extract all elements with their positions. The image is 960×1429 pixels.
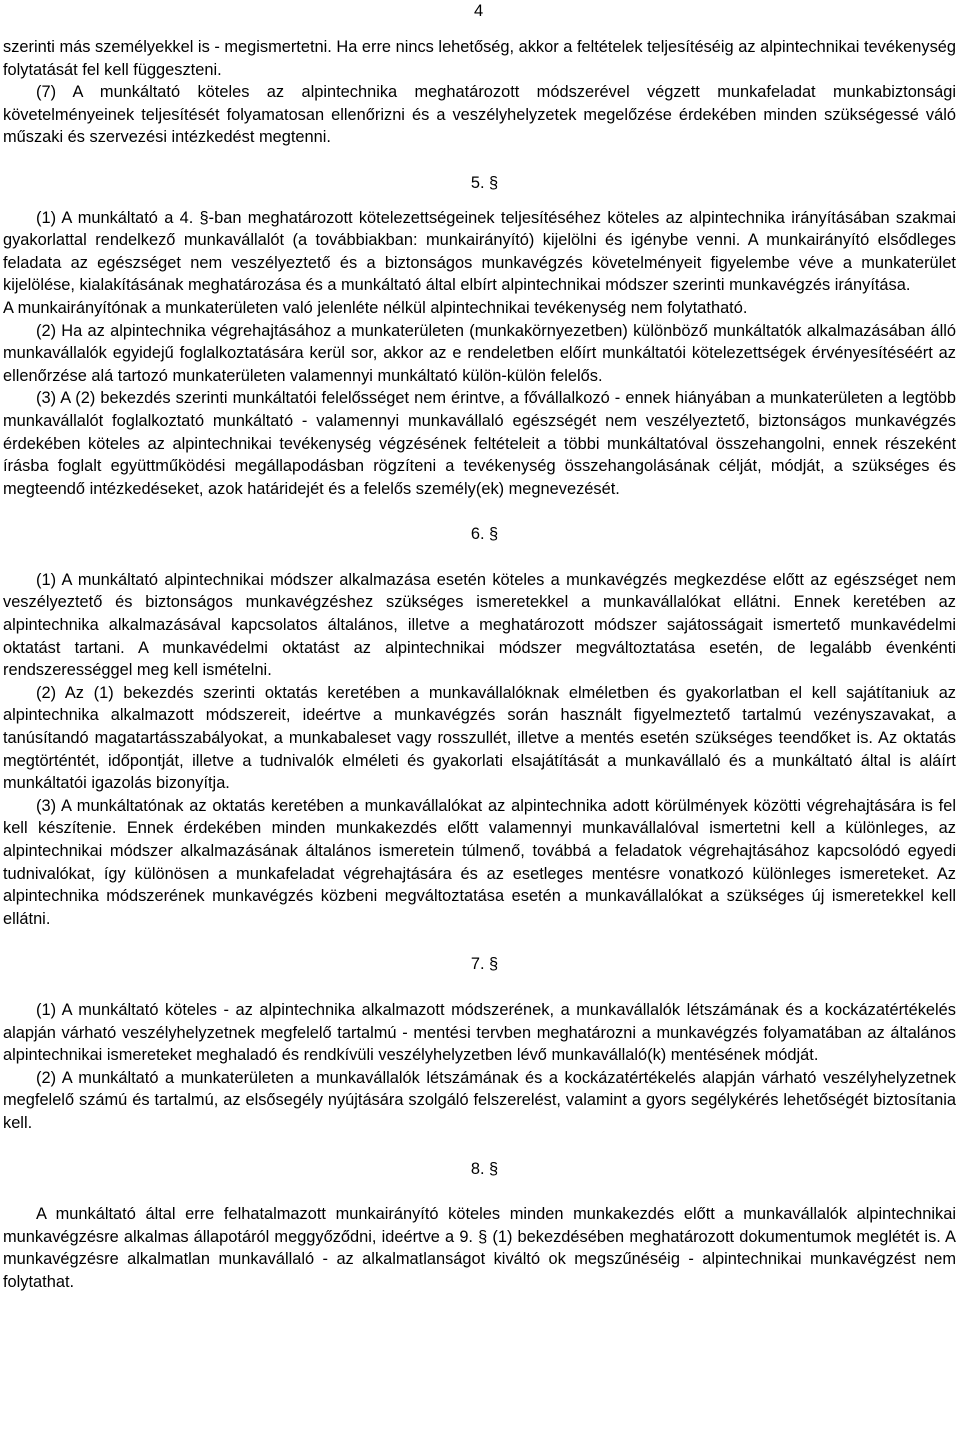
paragraph-7-2: (2) A munkáltató a munkaterületen a munkavállalók létszámának és a kockázatértékelés alapján várható veszélyhelyzetnek megfelelő számú és tartalmú, az elsősegély nyújtására szolgáló felszerelést, valamint a gyors segélykérés lehetőségét biztosítania kell.: [3, 1068, 956, 1132]
paragraph-6-3: (3) A munkáltatónak az oktatás keretében a munkavállalókat az alpintechnika adott körülmények közötti végrehajtására is fel kell készítenie. Ennek érdekében minden munkakezdés előtt valamennyi munkavállalóval ismertetni kell a különleges, az alpintechnikai módszer alkalmazásának általános ismeretein túlmenő, továbbá a feladatok végrehajtásához kapcsolódó egyedi tudnivalókat, így különösen a munkafeladat végrehajtására és az esetleges mentésre vonatkozó különleges ismereteket. Az alpintechnika módszerének munkavégzés közbeni megváltoztatása esetén a munkavállalókat a szükséges új ismeretekkel kell ellátni.: [3, 796, 956, 928]
paragraph-5-1b: A munkairányítónak a munkaterületen való jelenléte nélkül alpintechnikai tevékenység nem folytatható.: [3, 298, 748, 317]
paragraph-5-1: (1) A munkáltató a 4. §-ban meghatározott kötelezettségeinek teljesítéséhez köteles az alpintechnika irányításában szakmai gyakorlattal rendelkező munkavállalót (a továbbiakban: munkairányító) kijelölni és igénybe venni. A munkairányító elsődleges feladata az egészséget nem veszélyeztető és a biztonságos munkavégzés követelményeit figyelembe véve a munkaterület kijelölése, kialakításának meghatározása és a munkáltató által elbírt alpintechnikai módszer szerinti munkavégzés irányítása.: [3, 208, 956, 295]
paragraph-6-2: (2) Az (1) bekezdés szerinti oktatás keretében a munkavállalóknak elméletben és gyakorlatban el kell sajátítaniuk az alpintechnika alkalmazott módszereit, ideértve a munkavégzés során használt figyelmeztető tartalmú vezényszavakat, a tanúsítandó magatartásszabályokat, a munkabaleset vagy rosszullét, illetve a mentés esetén szükséges teendőket is. Az oktatás megtörténtét, időpontját, illetve a tudnivalók elméleti és gyakorlati elsajátítását a munkavállaló és a munkáltató által is aláírt munkáltatói igazolás bizonyítja.: [3, 683, 956, 793]
paragraph-7-1: (1) A munkáltató köteles - az alpintechnika alkalmazott módszerének, a munkavállalók létszámának és a kockázatértékelés alapján várható veszélyhelyzetnek megfelelő tartalmú - mentési tervben meghatározni a munkavégzés folyamatában az általános alpintechnikai ismereteket meghaladó és rendkívüli veszélyhelyzetben lévő munkavállaló(k) mentésének módját.: [3, 1000, 956, 1065]
page-number: 4: [474, 2, 484, 20]
paragraph-4-7: (7) A munkáltató köteles az alpintechnika meghatározott módszerével végzett munkafeladat munkabiztonsági követelményeinek teljesítését folyamatosan ellenőrizni és a veszélyhelyzetek megelőzése érdekében minden szükségessé váló műszaki és szervezési intézkedést megtenni.: [3, 83, 956, 147]
section-heading-8: 8. §: [470, 1159, 499, 1178]
paragraph-5-2: (2) Ha az alpintechnika végrehajtásához a munkaterületen (munkakörnyezetben) különböző munkáltatók alkalmazásában álló munkavállalók egyidejű foglalkoztatására kerül sor, akkor az e rendeletben előírt munkáltatói kötelezettségek érvényesítéséért az ellenőrzése alá tartozó munkaterületen valamennyi munkáltató külön-külön felelős.: [3, 321, 956, 385]
paragraph-continuation: szerinti más személyekkel is - megismertetni. Ha erre nincs lehetőség, akkor a feltételek teljesítéséig az alpintechnikai tevékenység folytatását fel kell függeszteni.: [3, 38, 956, 79]
section-heading-7: 7. §: [470, 955, 499, 974]
document-body: [3, 36, 956, 1294]
section-heading-6: 6. §: [470, 525, 499, 544]
paragraph-5-3: (3) A (2) bekezdés szerinti munkáltatói felelősséget nem érintve, a fővállalkozó - ennek hiányában a munkaterületen a legtöbb munkavállalót foglalkoztató munkáltató - valamennyi munkavállaló egészségét nem veszélyeztető, biztonságos munkavégzés érdekében köteles az alpintechnikai tevékenység végzésének feltételeit a többi munkáltatóval összehangolni, ennek részeként írásba foglalt együttműködési megállapodásban rögzíteni a tevékenység összehangolásának célját, módját, a szükséges és megteendő intézkedéseket, azok határidejét és a felelős személy(ek) megnevezését.: [3, 389, 956, 498]
paragraph-8: A munkáltató által erre felhatalmazott munkairányító köteles minden munkakezdés előtt a munkavállalók alpintechnikai munkavégzésre alkalmas állapotáról meggyőződni, ideértve a 9. § (1) bekezdésében meghatározott dokumentumok meglétét is. A munkavégzésre alkalmatlan munkavállaló - az alkalmatlanságot kiváltó ok megszűnéséig - alpintechnikai munkavégzést nem folytathat.: [3, 1205, 956, 1291]
paragraph-6-1: (1) A munkáltató alpintechnikai módszer alkalmazása esetén köteles a munkavégzés megkezdése előtt az egészséget nem veszélyeztető és biztonságos munkavégzéshez szükséges ismeretekkel a munkavállalókat ellátni. Ennek keretében az alpintechnika alkalmazásával kapcsolatos általános, illetve a meghatározott módszer sajátosságait ismertető munkavédelmi oktatást tartani. A munkavédelmi oktatást az alpintechnikai módszer megváltoztatása esetén, de legalább évenkénti rendszerességgel meg kell ismételni.: [3, 570, 956, 680]
section-heading-5: 5. §: [470, 173, 499, 192]
